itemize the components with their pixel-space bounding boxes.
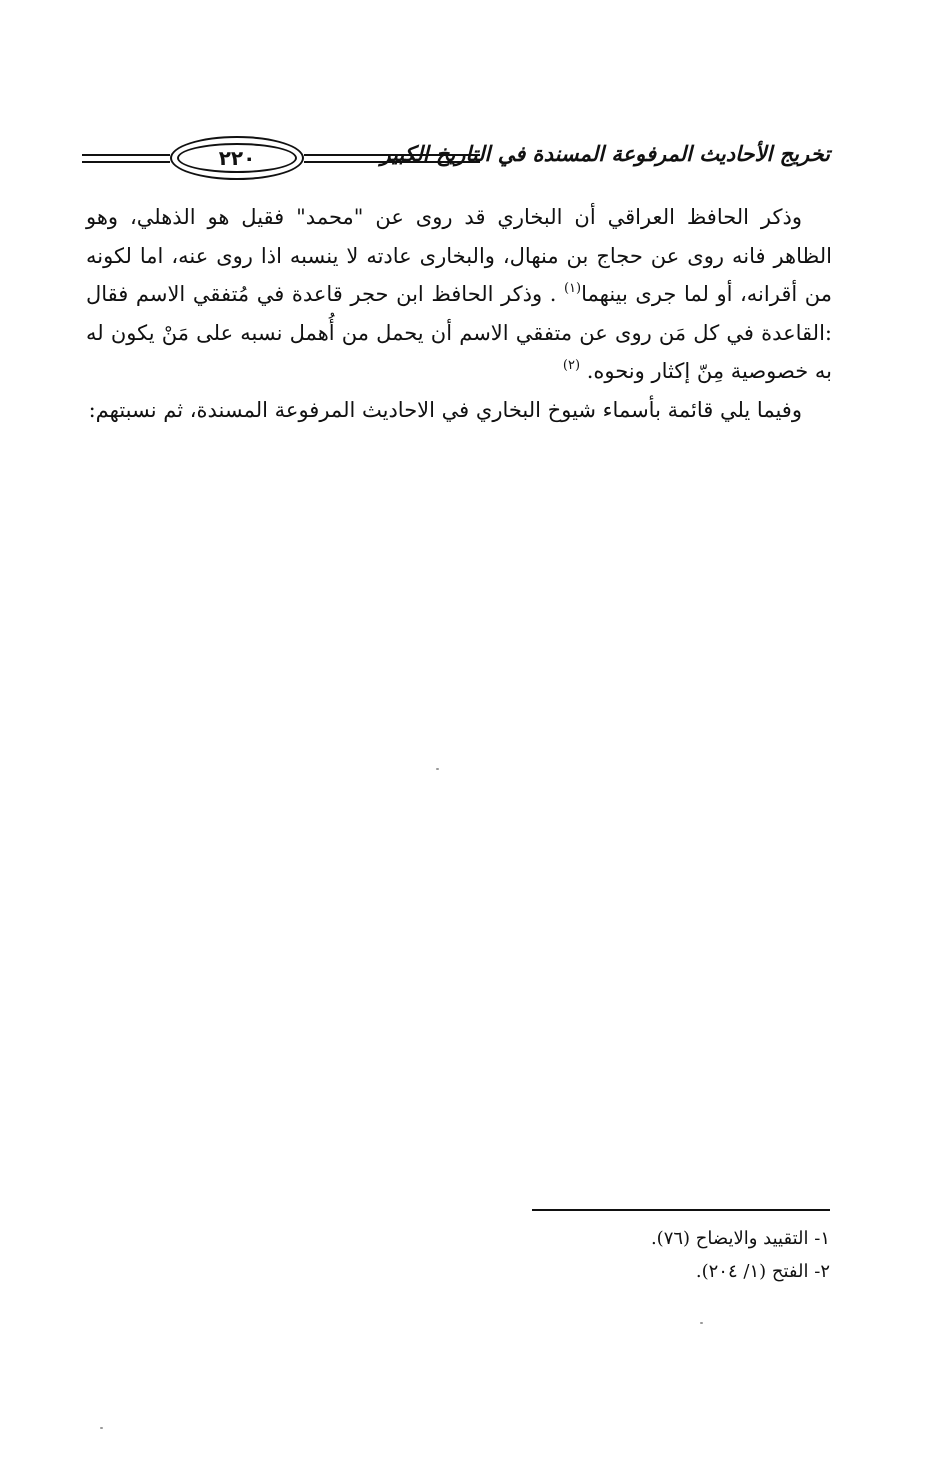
footnote-separator: [532, 1209, 830, 1211]
scan-speck: [436, 768, 439, 770]
paragraph-2: وفيما يلي قائمة بأسماء شيوخ البخاري في الاحاديث المرفوعة المسندة، ثم نسبتهم:: [88, 397, 802, 422]
footnote-ref-1: (١): [563, 281, 582, 297]
scan-speck: [700, 1322, 703, 1324]
scan-speck: [100, 1427, 103, 1429]
header-rule-left: [82, 154, 170, 163]
page-number-oval: [170, 136, 304, 180]
page-number: ٢٢٠: [218, 146, 256, 170]
footnotes: [480, 1222, 830, 1288]
main-text: [86, 198, 832, 430]
footnote-1: ١- التقييد والايضاح (٧٦).: [650, 1228, 830, 1249]
book-title: تخريج الأحاديث المرفوعة المسندة في التاريخ الكبير: [380, 142, 830, 166]
paragraph-1: [86, 198, 832, 391]
footnote-2: ٢- الفتح (١/ ٢٠٤).: [695, 1261, 830, 1282]
paragraph-1-part-a: وذكر الحافظ العراقي أن البخاري قد روى عن "محمد" فقيل هو الذهلي، وهو الظاهر فانه روى عن حجاج بن منهال، والبخارى عادته لا ينسبه اذا روى عنه، اما لكونه من أقرانه، أو لما جرى بينهما: [86, 205, 832, 307]
paragraph-1-part-b: . وذكر الحافظ ابن حجر قاعدة في مُتفقي الاسم فقال :القاعدة في كل مَن روى عن متفقي الاسم أن يحمل من أُهمل نسبه على مَنْ يكون له به خصوصية مِنّ إكثار ونحوه.: [86, 282, 832, 384]
running-header: [82, 136, 830, 182]
footnote-ref-2: (٢): [562, 358, 581, 374]
